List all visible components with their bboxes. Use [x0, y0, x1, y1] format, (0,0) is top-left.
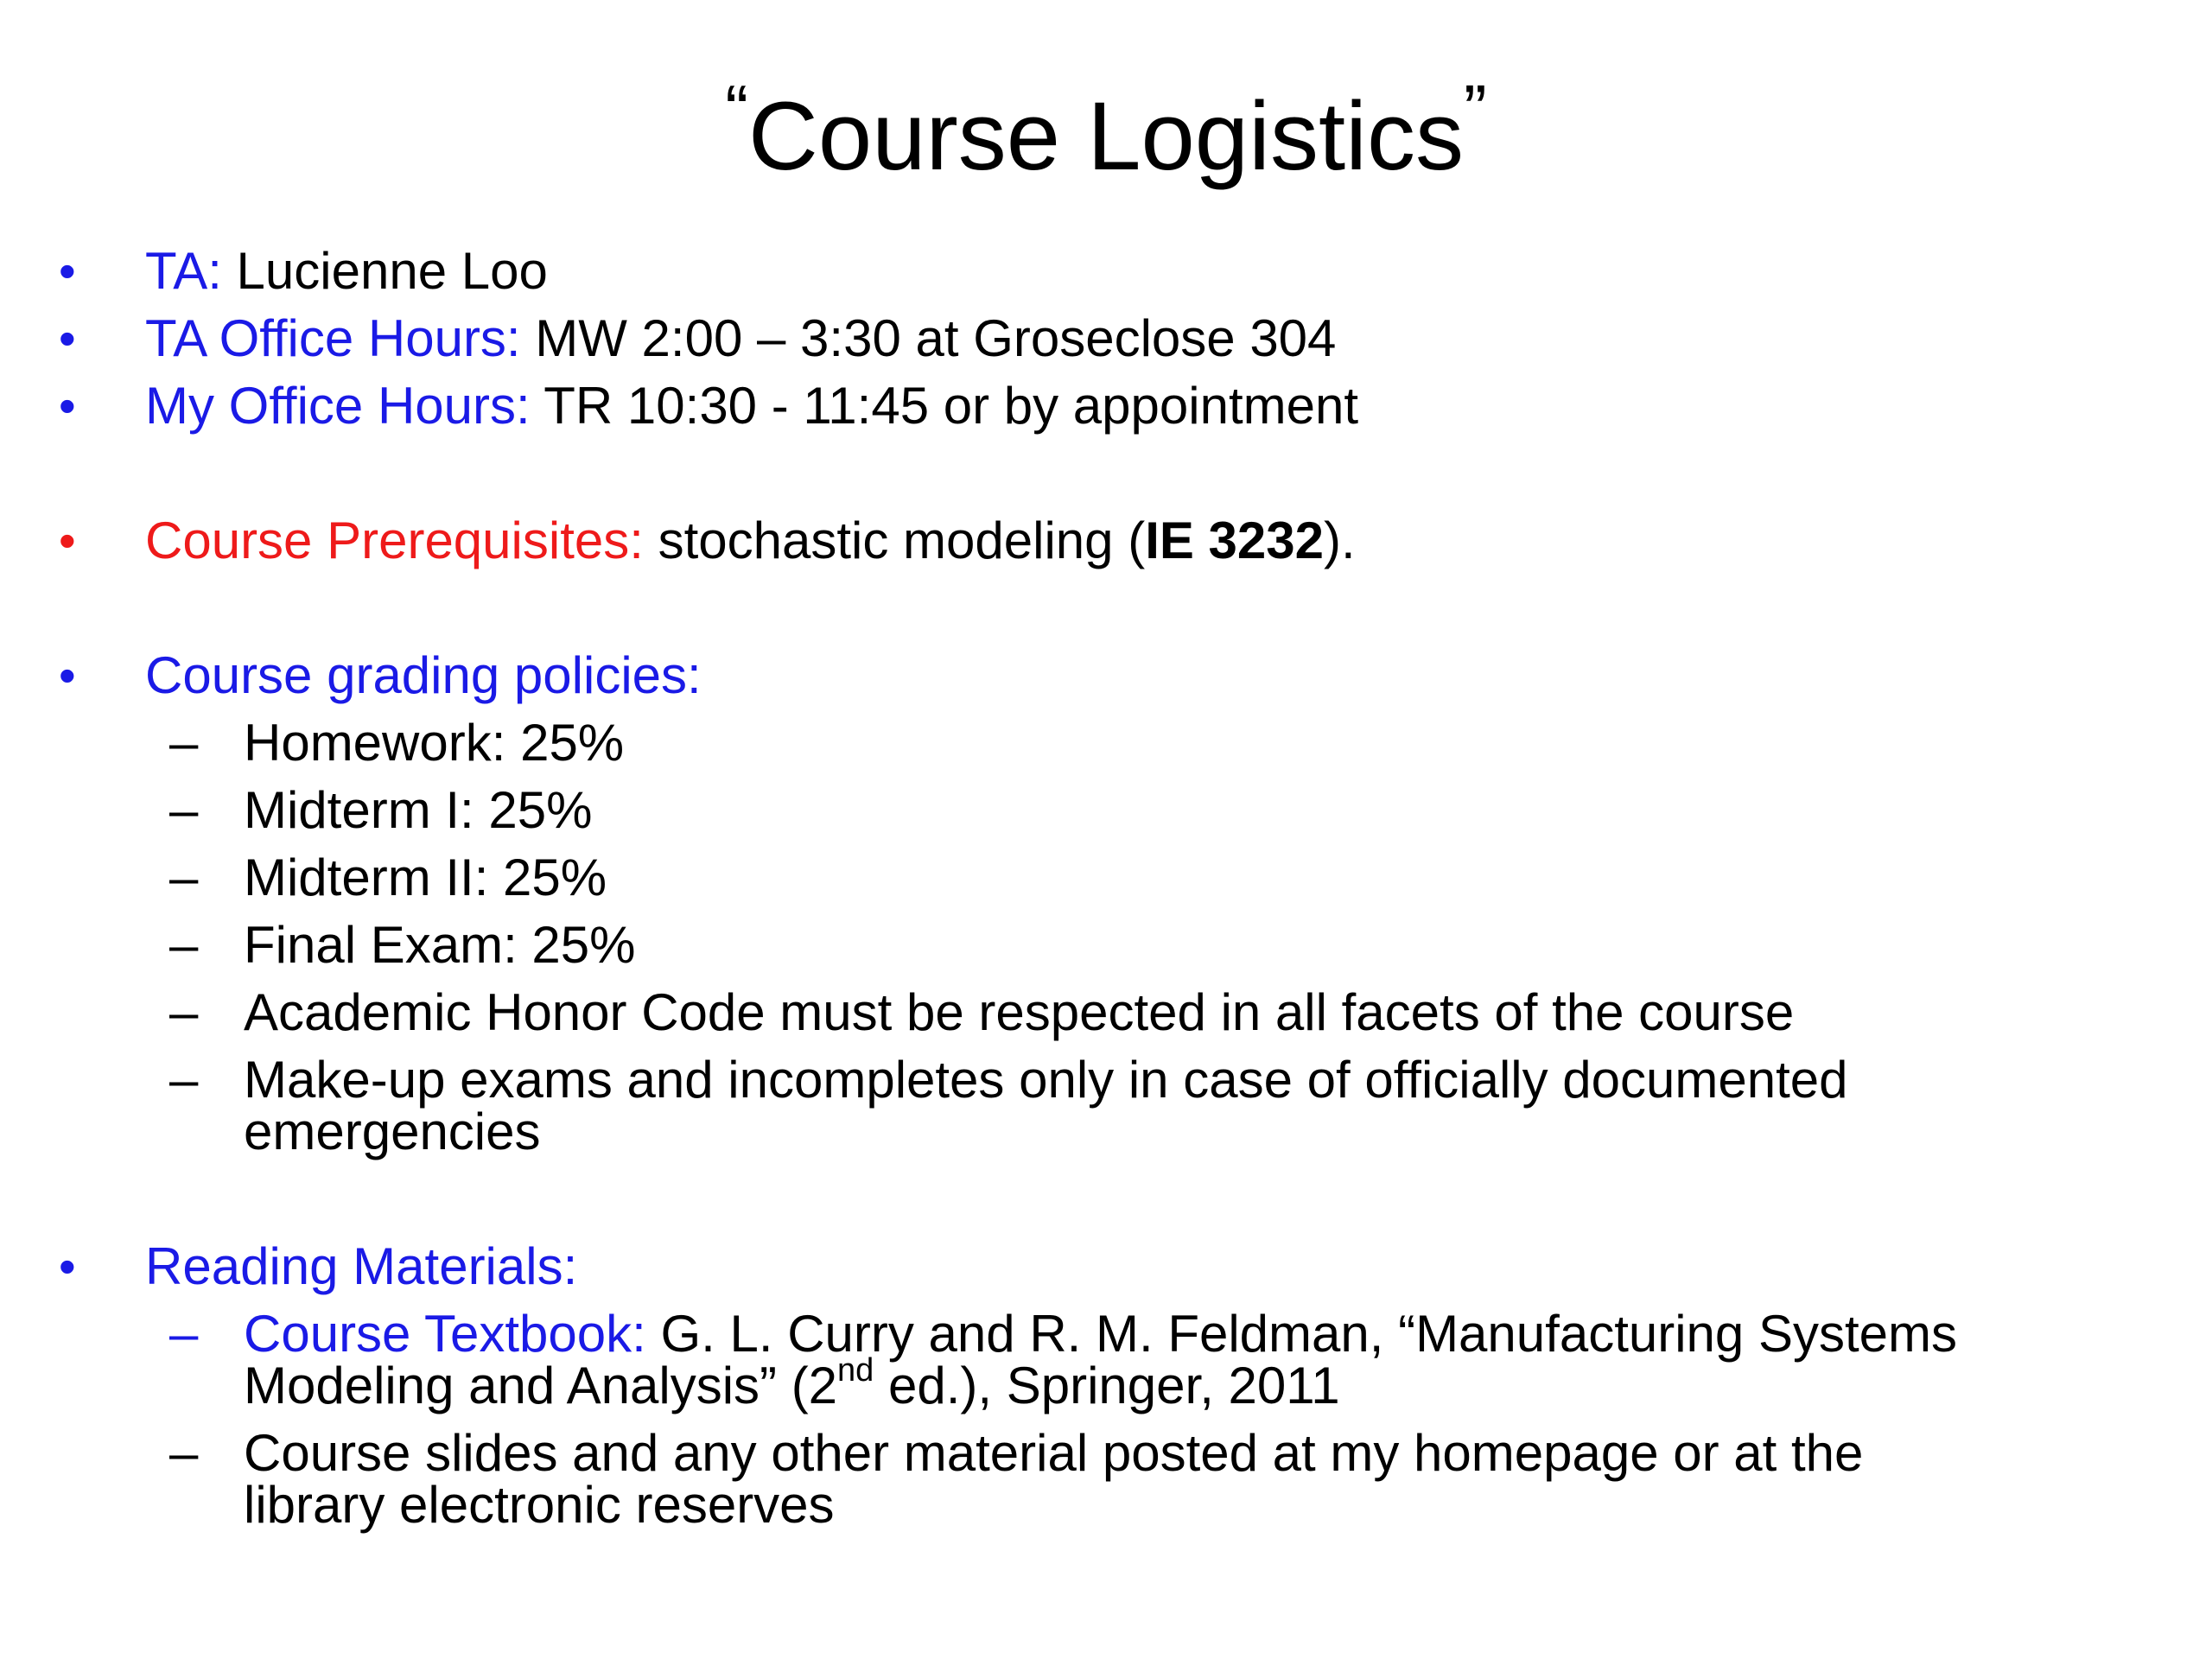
dash-icon: –	[169, 916, 199, 974]
grading-item: Midterm II: 25%	[244, 849, 607, 906]
dash-icon: –	[169, 983, 199, 1041]
textbook-citation: G. L. Curry and R. M. Feldman, “Manufacturing Systems	[645, 1305, 1957, 1363]
slides-line-2: library electronic reserves	[244, 1476, 835, 1534]
bullet-icon: •	[59, 244, 76, 298]
prerequisites-value-post: ).	[1324, 512, 1356, 569]
bullet-icon: •	[59, 1239, 76, 1294]
title-text: Course Logistics	[748, 82, 1464, 190]
grading-item: Midterm I: 25%	[244, 781, 593, 839]
textbook-line-2	[244, 1352, 1340, 1414]
grading-item: Make-up exams and incompletes only in case of officially documented	[244, 1051, 1848, 1109]
bullet-icon: •	[59, 378, 76, 433]
textbook-line-2-pre: Modeling and Analysis” (2	[244, 1357, 838, 1414]
ta-office-hours-label: TA Office Hours:	[145, 309, 521, 367]
dash-icon: –	[169, 1424, 199, 1482]
my-office-hours-value: TR 10:30 - 11:45 or by appointment	[530, 377, 1359, 435]
list-item-ta-office-hours	[145, 311, 1336, 366]
reading-label: Reading Materials:	[145, 1237, 578, 1295]
grading-item: Homework: 25%	[244, 714, 625, 772]
textbook-line-2-post: ed.), Springer, 2011	[874, 1357, 1340, 1414]
my-office-hours-label: My Office Hours:	[145, 377, 531, 435]
bullet-icon: •	[59, 513, 76, 568]
dash-icon: –	[169, 1305, 199, 1363]
list-item-ta	[145, 244, 548, 299]
textbook-edition-suffix: nd	[837, 1352, 874, 1389]
textbook-line-1	[244, 1306, 1957, 1362]
bullet-icon: •	[59, 311, 76, 365]
prerequisites-label: Course Prerequisites:	[145, 512, 644, 569]
dash-icon: –	[169, 714, 199, 772]
ta-office-hours-value: MW 2:00 – 3:30 at Groseclose 304	[520, 309, 1337, 367]
ta-label: TA:	[145, 242, 222, 300]
prerequisites-value-pre: stochastic modeling (	[643, 512, 1146, 569]
grading-label: Course grading policies:	[145, 646, 702, 704]
grading-item-continuation: emergencies	[244, 1103, 541, 1160]
grading-item: Final Exam: 25%	[244, 916, 636, 974]
grading-item: Academic Honor Code must be respected in all facets of the course	[244, 983, 1795, 1041]
bullet-icon: •	[59, 648, 76, 702]
prerequisites-course-code: IE 3232	[1145, 512, 1325, 569]
list-item-prerequisites	[145, 513, 1356, 569]
textbook-label: Course Textbook:	[244, 1305, 646, 1363]
dash-icon: –	[169, 1051, 199, 1109]
dash-icon: –	[169, 781, 199, 839]
dash-icon: –	[169, 849, 199, 906]
ta-value: Lucienne Loo	[221, 242, 548, 300]
list-item-my-office-hours	[145, 378, 1358, 434]
slides-line-1: Course slides and any other material posted at my homepage or at the	[244, 1424, 1864, 1482]
title-close-quote: ”	[1463, 71, 1487, 148]
title-open-quote: “	[725, 71, 749, 148]
